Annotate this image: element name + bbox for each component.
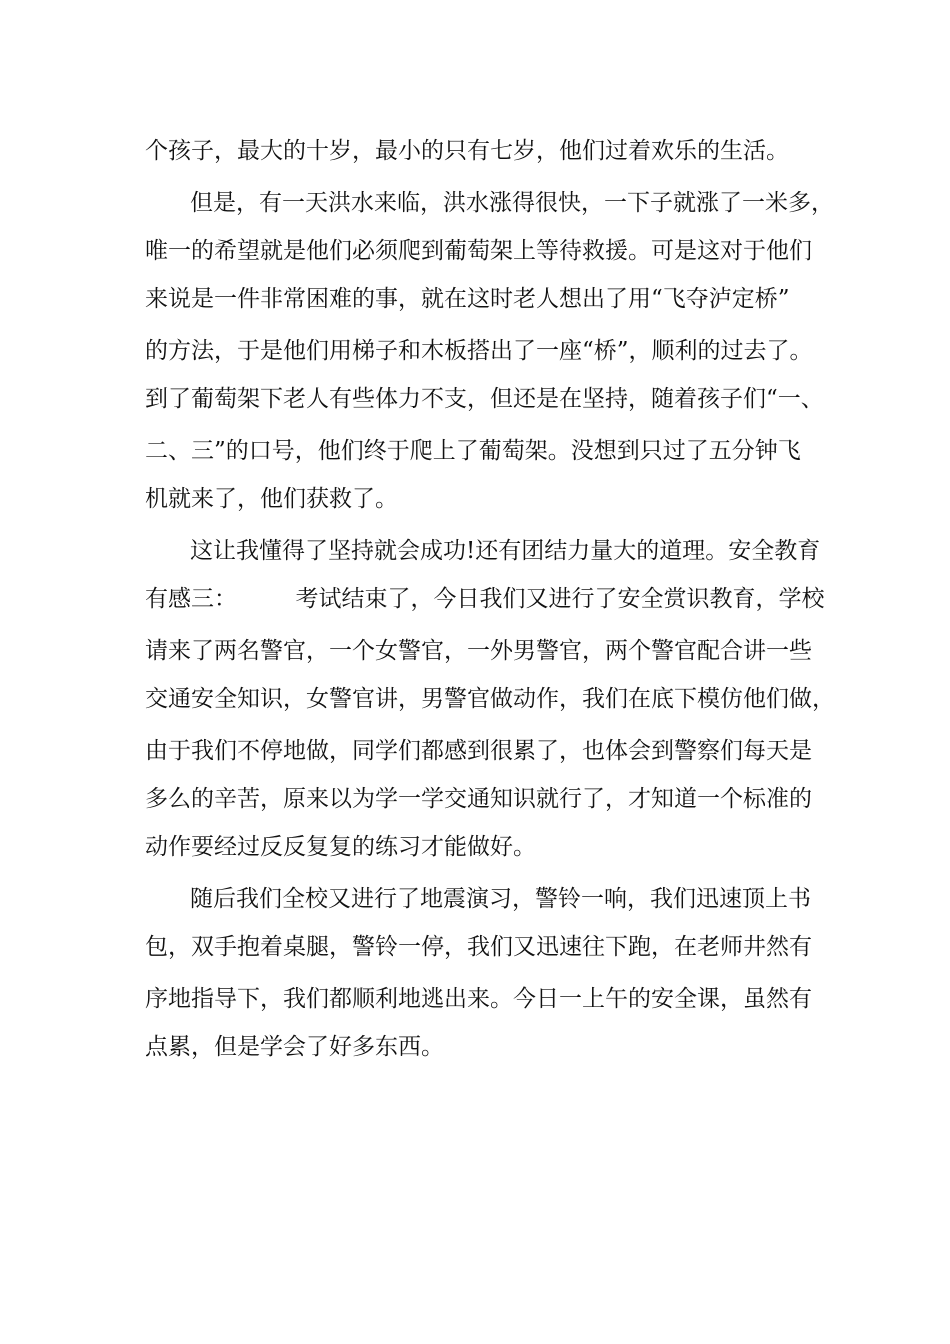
text-line: 二、三”的口号，他们终于爬上了葡萄架。没想到只过了五分钟飞 <box>145 438 801 464</box>
text-line: 动作要经过反反复复的练习才能做好。 <box>145 834 536 860</box>
text-line: 这让我懂得了坚持就会成功!还有团结力量大的道理。安全教育 <box>190 538 821 564</box>
text-line: 由于我们不停地做，同学们都感到很累了，也体会到警察们每天是 <box>145 738 812 764</box>
text-line: 序地指导下，我们都顺利地逃出来。今日一上午的安全课，虽然有 <box>145 986 812 1012</box>
text-line: 随后我们全校又进行了地震演习，警铃一响，我们迅速顶上书 <box>190 886 811 912</box>
text-line: 包，双手抱着桌腿，警铃一停，我们又迅速往下跑，在老师井然有 <box>145 934 812 960</box>
text-line: 但是，有一天洪水来临，洪水涨得很快，一下子就涨了一米多， <box>190 190 834 216</box>
text-line: 请来了两名警官，一个女警官，一外男警官，两个警官配合讲一些 <box>145 638 812 664</box>
text-line: 到了葡萄架下老人有些体力不支，但还是在坚持，随着孩子们“一、 <box>145 386 824 412</box>
text-line: 来说是一件非常困难的事，就在这时老人想出了用“飞夺泸定桥” <box>145 286 790 312</box>
text-line: 个孩子，最大的十岁，最小的只有七岁，他们过着欢乐的生活。 <box>145 138 789 164</box>
text-line: 唯一的希望就是他们必须爬到葡萄架上等待救援。可是这对于他们 <box>145 238 812 264</box>
text-line: 机就来了，他们获救了。 <box>145 486 398 512</box>
text-line: 点累，但是学会了好多东西。 <box>145 1034 444 1060</box>
text-line: 多么的辛苦，原来以为学一学交通知识就行了，才知道一个标准的 <box>145 786 812 812</box>
text-line: 交通安全知识，女警官讲，男警官做动作，我们在底下模仿他们做， <box>145 686 835 712</box>
text-line: 有感三： 考试结束了，今日我们又进行了安全赏识教育，学校 <box>145 586 825 612</box>
text-line: 的方法，于是他们用梯子和木板搭出了一座“桥”，顺利的过去了。 <box>145 338 813 364</box>
